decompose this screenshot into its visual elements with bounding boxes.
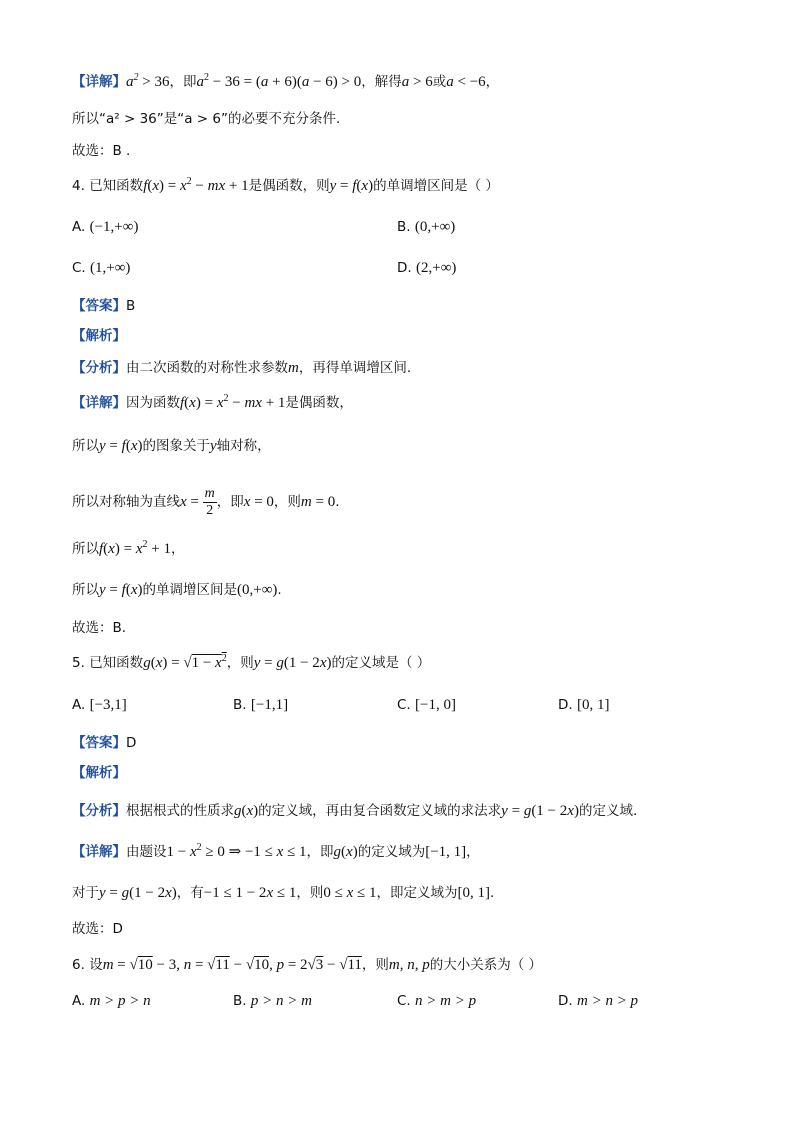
q6-option-b[interactable]: B. p > n > m	[233, 993, 312, 1009]
q4-fenxi: 【分析】由二次函数的对称性求参数m，再得单调增区间.	[72, 360, 412, 376]
q5-stem: 5. 已知函数$g(x) = √1 - x^2$，则y = g(1 − 2x)的定义域是（ ）	[72, 653, 431, 671]
q5-analysis-tag: 【解析】	[72, 765, 126, 781]
q3-answer: 故选：B .	[72, 143, 131, 159]
q4-line-d: 所以y = f(x)的单调增区间是(0,+∞).	[72, 582, 282, 598]
q3-detail-line: 【详解】$a^2 > 36$，即$a^2 - 36 = (a + 6)(a - 6) > 0$，解得a > 6或a < −6，	[72, 72, 500, 90]
q6-option-a[interactable]: A. m > p > n	[72, 993, 151, 1009]
q4-option-d[interactable]: D. (2,+∞)	[397, 260, 457, 276]
q4-line-b: 所以对称轴为直线x = $\frac{m}{2}$ ，即x = 0，则m = 0.	[72, 485, 340, 518]
q5-fenxi: 【分析】根据根式的性质求g(x)的定义域，再由复合函数定义域的求法求y = g(1 − 2x)的定义域.	[72, 803, 638, 819]
q4-detail: 【详解】因为函数$f(x) = x^2$ − mx + 1是偶函数，	[72, 393, 353, 411]
q6-option-d[interactable]: D. m > n > p	[558, 993, 639, 1009]
q4-analysis-tag: 【解析】	[72, 328, 126, 344]
q5-option-b[interactable]: B. [−1,1]	[233, 697, 289, 713]
q4-final: 故选：B.	[72, 620, 127, 636]
q6-stem: 6. 设m = √10 − 3, n = √11 − √10, p = 2√3 − √11，则m, n, p的大小关系为（ ）	[72, 957, 543, 973]
q5-option-d[interactable]: D. [0, 1]	[558, 697, 610, 713]
q5-final: 故选：D	[72, 921, 123, 937]
q4-line-a: 所以y = f(x)的图象关于y轴对称，	[72, 438, 271, 454]
q4-line-c: 所以$f(x) = x^2 + 1$，	[72, 539, 185, 557]
q6-option-c[interactable]: C. n > m > p	[397, 993, 477, 1009]
detail-tag: 【详解】	[72, 74, 126, 90]
q4-answer: 【答案】B	[72, 298, 136, 314]
q4-option-a[interactable]: A. (−1,+∞)	[72, 219, 139, 235]
q3-conclusion: 所以“a² > 36”是“a > 6”的必要不充分条件.	[72, 111, 341, 127]
q4-option-c[interactable]: C. (1,+∞)	[72, 260, 131, 276]
q5-line-a: 对于y = g(1 − 2x)，有−1 ≤ 1 − 2x ≤ 1，则0 ≤ x ≤ 1，即定义域为[0, 1].	[72, 885, 495, 901]
q5-option-a[interactable]: A. [−3,1]	[72, 697, 127, 713]
q5-option-c[interactable]: C. [−1, 0]	[397, 697, 456, 713]
q5-detail: 【详解】由题设$1 - x^2 \ge 0$ ⇒ −1 ≤ x ≤ 1，即g(x)的定义域为[−1, 1]，	[72, 842, 480, 860]
q4-stem: 4. 已知函数$f(x) = x^2$ − mx + 1是偶函数，则y = f(x)的单调增区间是（ ）	[72, 176, 499, 194]
q4-option-b[interactable]: B. (0,+∞)	[397, 219, 456, 235]
q5-answer: 【答案】D	[72, 735, 137, 751]
